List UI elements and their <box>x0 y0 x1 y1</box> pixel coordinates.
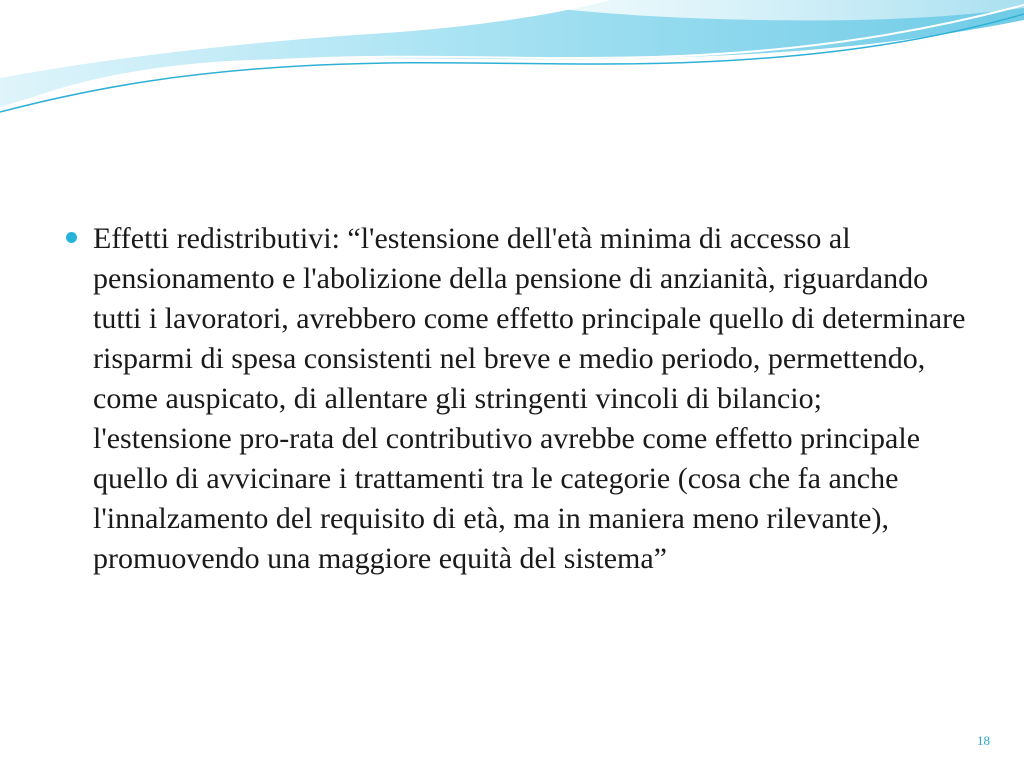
bullet-item <box>66 219 966 579</box>
bullet-dot-icon <box>66 232 77 243</box>
header-wave-decoration <box>0 0 1024 130</box>
page-number: 18 <box>977 733 990 748</box>
slide-body <box>66 219 966 579</box>
bullet-text: Effetti redistributivi: “l'estensione dell'età minima di accesso al pensionamento e l'abolizione della pensione di anzianità, riguardando tutti i lavoratori, avrebbero come effetto principale quello di determinare risparmi di spesa consistenti nel breve e medio periodo, permettendo, come auspicato, di allentare gli stringenti vincoli di bilancio; l'estensione pro-rata del contributivo avrebbe come effetto principale quello di avvicinare i trattamenti tra le categorie (cosa che fa anche l'innalzamento del requisito di età, ma in maniera meno rilevante), promuovendo una maggiore equità del sistema” <box>93 222 966 575</box>
